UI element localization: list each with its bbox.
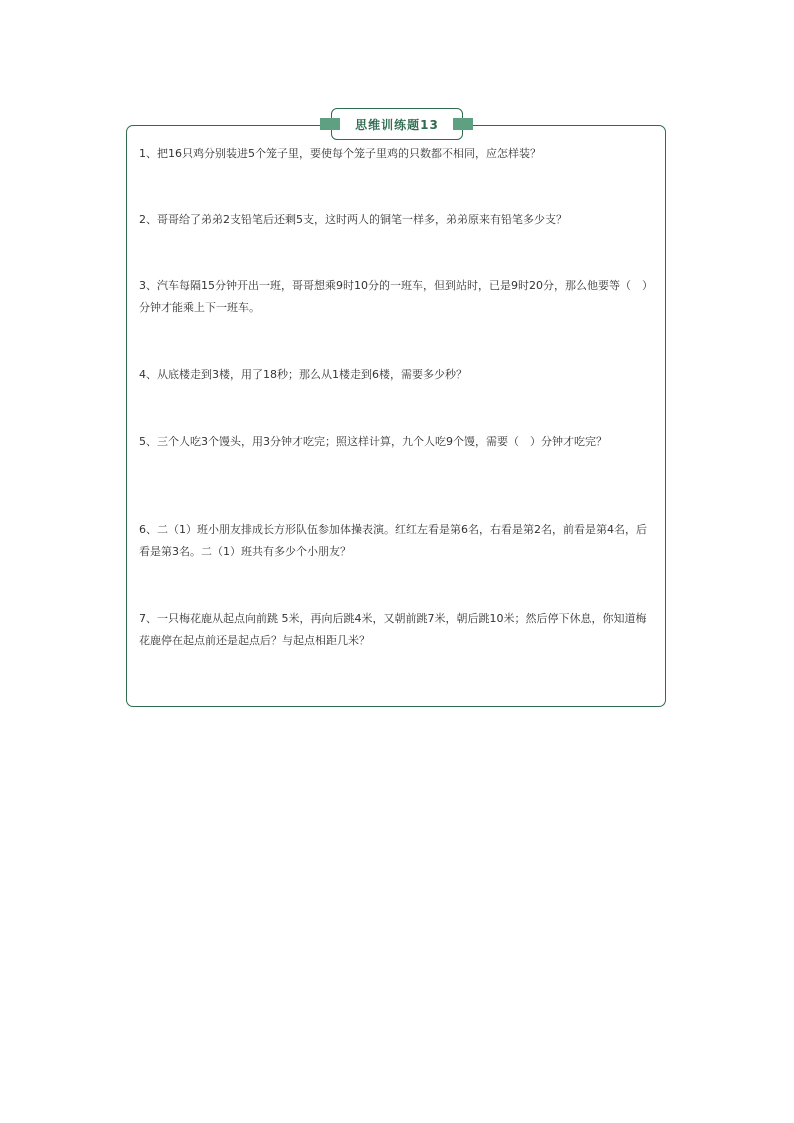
question-1: 1、把16只鸡分别装进5个笼子里，要使每个笼子里鸡的只数都不相同，应怎样装？ [139,147,541,160]
question-7: 7、一只梅花鹿从起点向前跳 5米，再向后跳4米，又朝前跳7米，朝后跳10米；然后停下休息，你知道梅花鹿停在起点前还是起点后？与起点相距几米？ [139,612,647,647]
question-5: 5、三个人吃3个馒头，用3分钟才吃完；照这样计算，九个人吃9个馒，需要（ ）分钟才吃完？ [139,435,607,448]
question-3: 3、汽车每隔15分钟开出一班，哥哥想乘9时10分的一班车，但到站时，已是9时20分，那么他要等（ ）分钟才能乘上下一班车。 [139,279,653,314]
question-6: 6、二（1）班小朋友排成长方形队伍参加体操表演。红红左看是第6名，右看是第2名，前看是第4名，后看是第3名。二（1）班共有多少个小朋友？ [139,523,647,558]
title-decor-left [320,118,340,130]
worksheet-title: 思维训练题13 [355,117,439,132]
question-4: 4、从底楼走到3楼，用了18秒；那么从1楼走到6楼，需要多少秒？ [139,368,467,381]
title-tab [331,108,463,140]
question-2: 2、哥哥给了弟弟2支铅笔后还剩5支，这时两人的铜笔一样多，弟弟原来有铅笔多少支？ [139,213,567,226]
title-decor-right [453,118,473,130]
